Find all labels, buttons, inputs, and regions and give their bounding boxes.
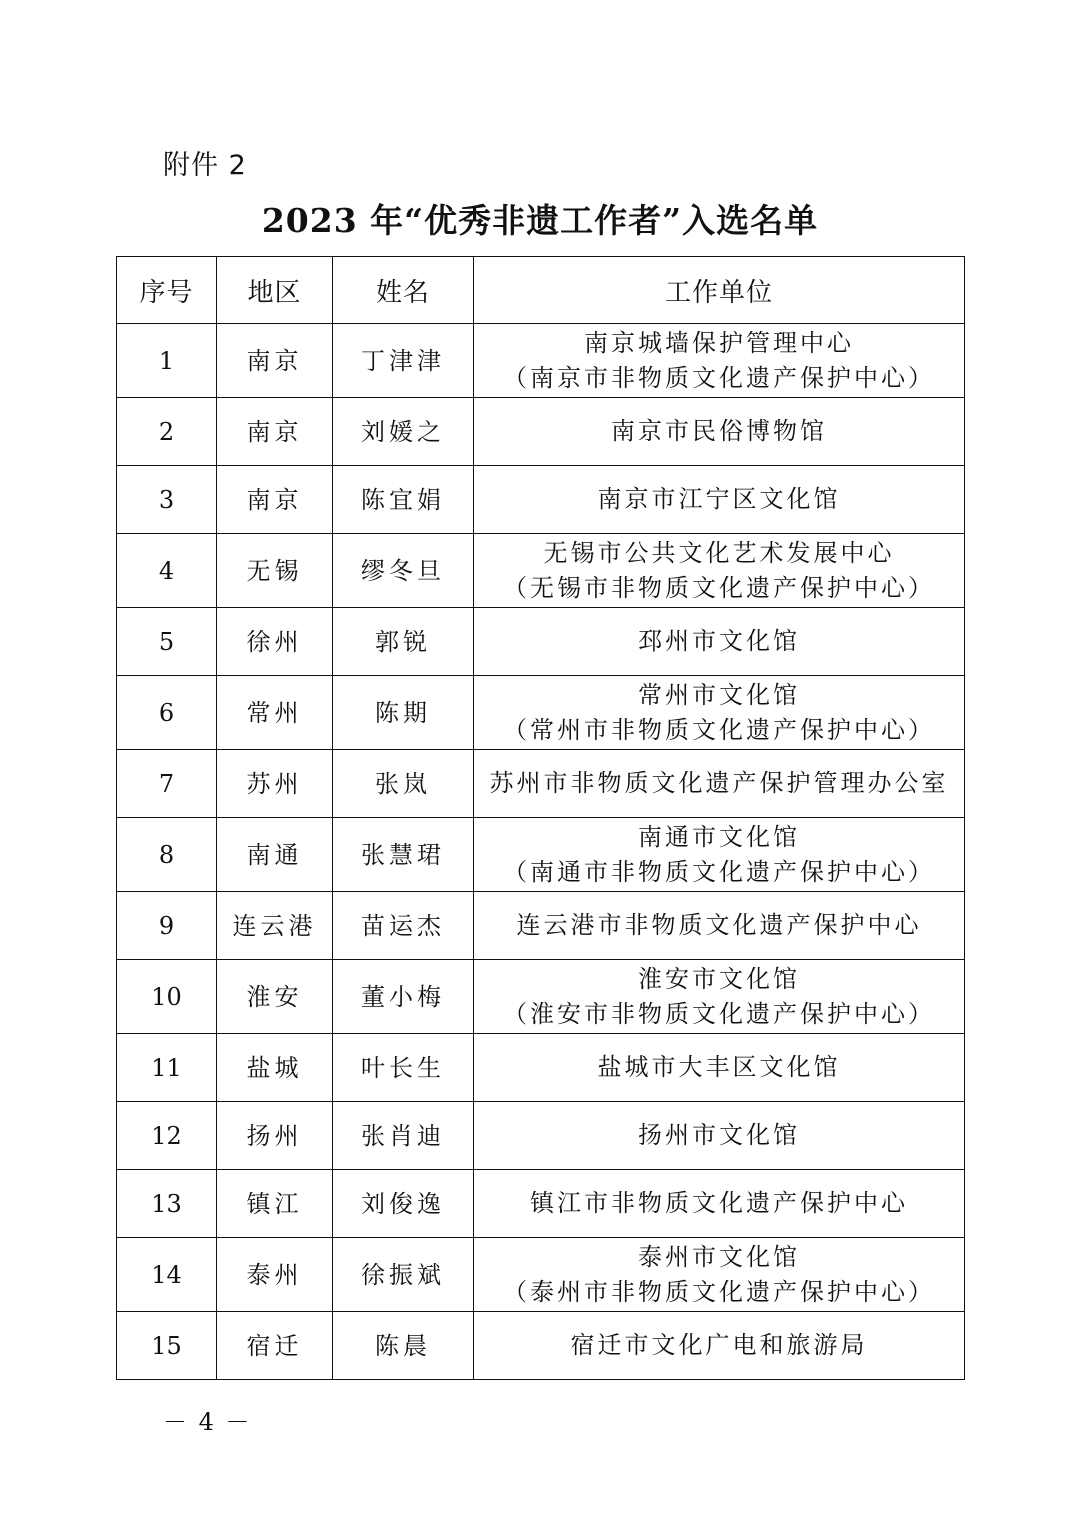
page-number: － 4 － [163, 1408, 252, 1436]
unit-line: （淮安市非物质文化遗产保护中心） [503, 999, 935, 1028]
cell-number: 4 [117, 534, 217, 608]
unit-line: 南通市文化馆 [638, 822, 800, 851]
cell-unit [474, 608, 965, 676]
cell-name: 郭锐 [333, 608, 474, 676]
cell-number: 13 [117, 1170, 217, 1238]
cell-number: 6 [117, 676, 217, 750]
unit-line: 无锡市公共文化艺术发展中心 [543, 538, 895, 567]
cell-name: 徐振斌 [333, 1238, 474, 1312]
cell-region: 盐城 [217, 1034, 333, 1102]
cell-region: 徐州 [217, 608, 333, 676]
cell-unit [474, 1238, 965, 1312]
cell-unit [474, 398, 965, 466]
unit-line: 镇江市非物质文化遗产保护中心 [530, 1189, 908, 1217]
unit-line: 淮安市文化馆 [638, 964, 800, 993]
cell-region: 扬州 [217, 1102, 333, 1170]
cell-number: 14 [117, 1238, 217, 1312]
table-row [117, 1034, 965, 1102]
cell-region: 无锡 [217, 534, 333, 608]
cell-name: 陈宜娟 [333, 466, 474, 534]
cell-unit [474, 466, 965, 534]
cell-region: 连云港 [217, 892, 333, 960]
unit-line: 连云港市非物质文化遗产保护中心 [516, 911, 922, 939]
column-header-unit: 工作单位 [474, 257, 965, 324]
unit-line: 南京市江宁区文化馆 [597, 485, 841, 513]
cell-unit [474, 1170, 965, 1238]
cell-unit [474, 676, 965, 750]
cell-number: 11 [117, 1034, 217, 1102]
cell-region: 泰州 [217, 1238, 333, 1312]
cell-unit [474, 1034, 965, 1102]
unit-line: 南京城墙保护管理中心 [584, 328, 854, 357]
table-row [117, 1102, 965, 1170]
cell-name: 陈晨 [333, 1312, 474, 1380]
table-row [117, 324, 965, 398]
cell-unit [474, 818, 965, 892]
table-header-row [117, 257, 965, 324]
cell-name: 丁津津 [333, 324, 474, 398]
table-body [117, 324, 965, 1380]
unit-line: 苏州市非物质文化遗产保护管理办公室 [489, 769, 949, 797]
cell-name: 缪冬旦 [333, 534, 474, 608]
cell-name: 张肖迪 [333, 1102, 474, 1170]
table-row [117, 892, 965, 960]
unit-line: （无锡市非物质文化遗产保护中心） [503, 573, 935, 602]
unit-line: （泰州市非物质文化遗产保护中心） [503, 1277, 935, 1306]
column-header-name: 姓名 [333, 257, 474, 324]
table-row [117, 818, 965, 892]
cell-region: 南京 [217, 324, 333, 398]
cell-name: 陈期 [333, 676, 474, 750]
cell-region: 苏州 [217, 750, 333, 818]
unit-line: 泰州市文化馆 [638, 1242, 800, 1271]
cell-region: 常州 [217, 676, 333, 750]
cell-number: 9 [117, 892, 217, 960]
table-row [117, 960, 965, 1034]
cell-name: 刘媛之 [333, 398, 474, 466]
selection-list-table [116, 256, 965, 1380]
cell-number: 7 [117, 750, 217, 818]
cell-region: 镇江 [217, 1170, 333, 1238]
cell-region: 南京 [217, 466, 333, 534]
unit-line: 盐城市大丰区文化馆 [597, 1053, 841, 1081]
cell-name: 苗运杰 [333, 892, 474, 960]
cell-name: 张慧珺 [333, 818, 474, 892]
unit-line: 宿迁市文化广电和旅游局 [570, 1331, 868, 1359]
cell-number: 8 [117, 818, 217, 892]
cell-number: 5 [117, 608, 217, 676]
cell-number: 3 [117, 466, 217, 534]
cell-unit [474, 1312, 965, 1380]
unit-line: 常州市文化馆 [638, 680, 800, 709]
cell-unit [474, 324, 965, 398]
cell-unit [474, 960, 965, 1034]
cell-number: 2 [117, 398, 217, 466]
table-row [117, 534, 965, 608]
table-row [117, 676, 965, 750]
cell-name: 张岚 [333, 750, 474, 818]
table-row [117, 750, 965, 818]
table-row [117, 1170, 965, 1238]
cell-name: 叶长生 [333, 1034, 474, 1102]
unit-line: （南通市非物质文化遗产保护中心） [503, 857, 935, 886]
table-row [117, 1238, 965, 1312]
table-row [117, 398, 965, 466]
unit-line: 扬州市文化馆 [638, 1121, 800, 1149]
cell-number: 1 [117, 324, 217, 398]
column-header-number: 序号 [117, 257, 217, 324]
unit-line: （南京市非物质文化遗产保护中心） [503, 363, 935, 392]
unit-line: 南京市民俗博物馆 [611, 417, 827, 445]
cell-number: 10 [117, 960, 217, 1034]
unit-line: 邳州市文化馆 [638, 627, 800, 655]
cell-name: 刘俊逸 [333, 1170, 474, 1238]
cell-name: 董小梅 [333, 960, 474, 1034]
table-row [117, 466, 965, 534]
cell-number: 15 [117, 1312, 217, 1380]
cell-unit [474, 750, 965, 818]
column-header-region: 地区 [217, 257, 333, 324]
cell-unit [474, 892, 965, 960]
table-row [117, 608, 965, 676]
cell-region: 宿迁 [217, 1312, 333, 1380]
document-title: 2023 年“优秀非遗工作者”入选名单 [261, 201, 819, 240]
table-row [117, 1312, 965, 1380]
cell-unit [474, 1102, 965, 1170]
cell-region: 南通 [217, 818, 333, 892]
unit-line: （常州市非物质文化遗产保护中心） [503, 715, 935, 744]
cell-unit [474, 534, 965, 608]
attachment-label: 附件 2 [163, 150, 247, 181]
cell-region: 南京 [217, 398, 333, 466]
cell-number: 12 [117, 1102, 217, 1170]
cell-region: 淮安 [217, 960, 333, 1034]
